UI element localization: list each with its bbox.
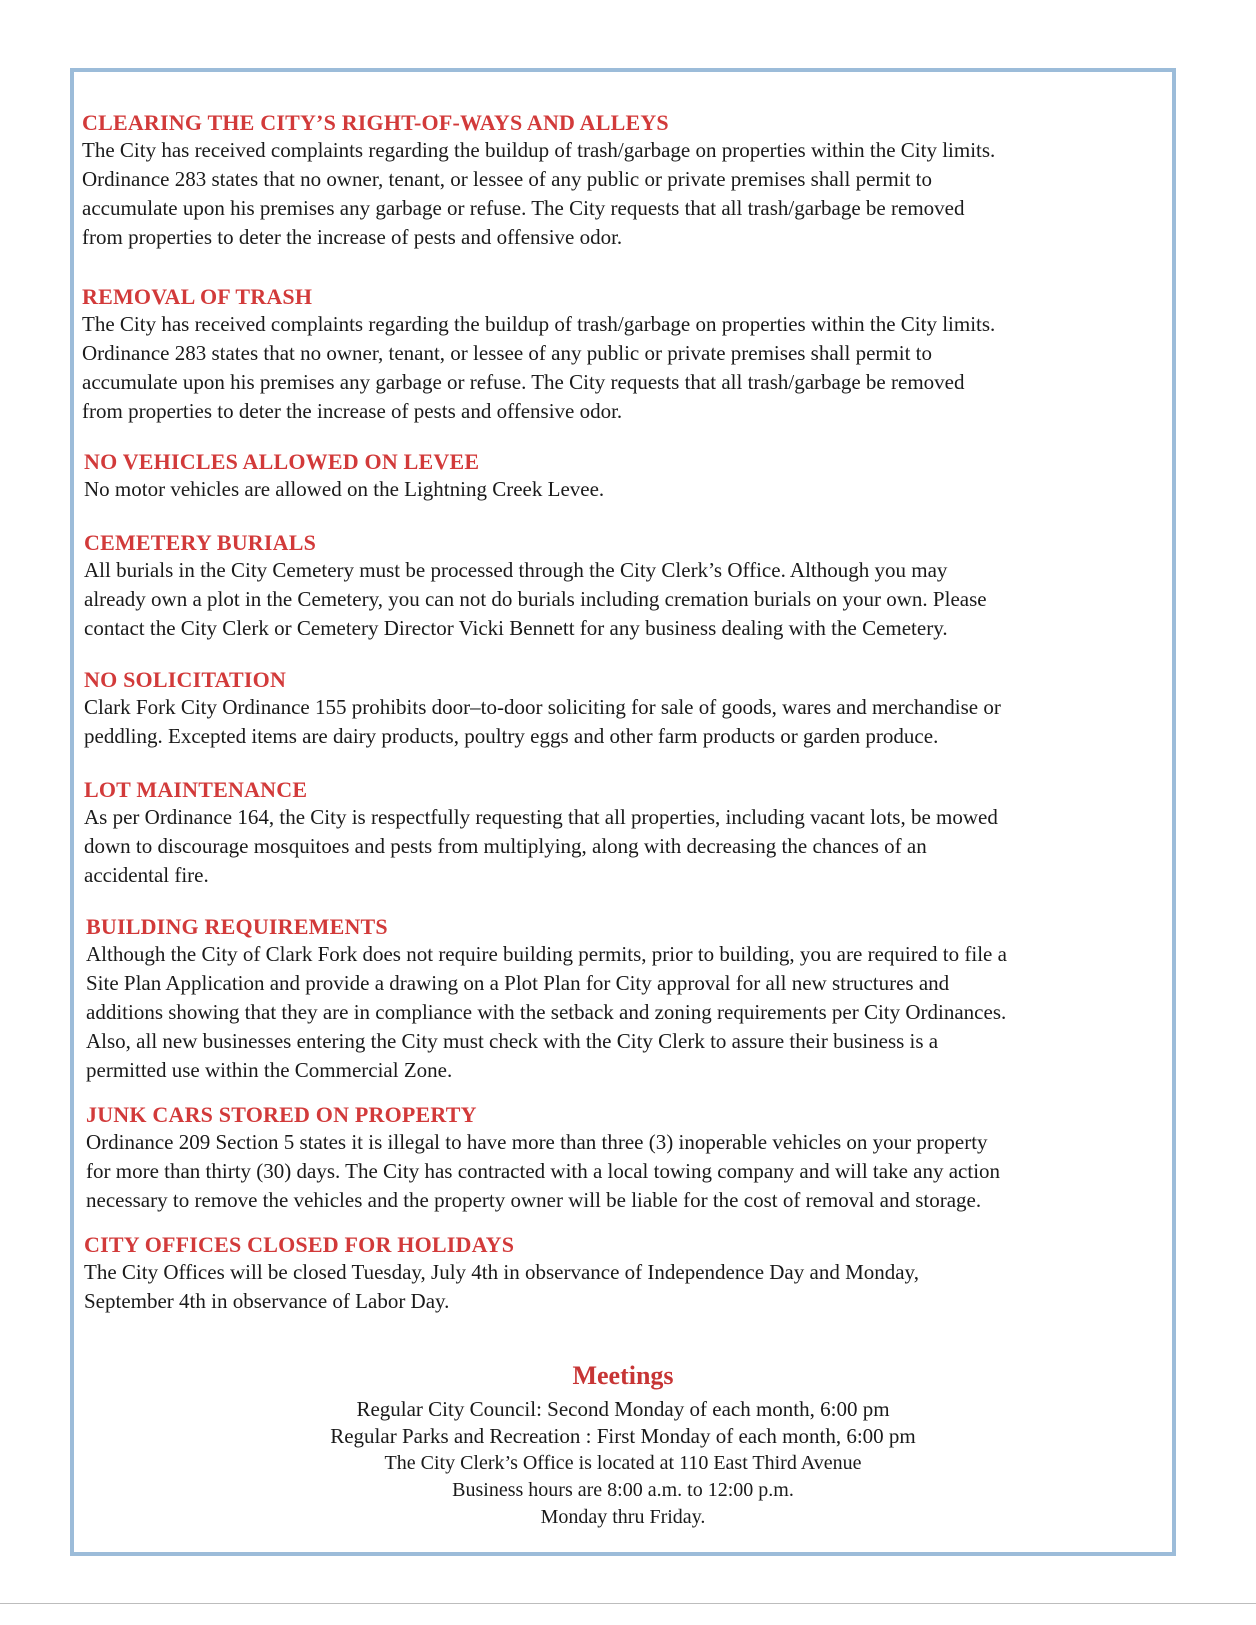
notice-frame [70,68,1176,1556]
section-title: CLEARING THE CITY’S RIGHT-OF-WAYS AND ALLEYS [82,110,669,135]
section-line: accidental fire. [84,863,209,887]
section-holidays [84,1232,1172,1316]
section-right-of-ways [82,110,1172,252]
section-line: necessary to remove the vehicles and the property owner will be liable for the cost of removal and storage. [86,1188,982,1212]
section-title: BUILDING REQUIREMENTS [86,914,388,939]
section-title: REMOVAL OF TRASH [82,284,313,309]
business-days: Monday thru Friday. [540,1506,706,1528]
section-title: JUNK CARS STORED ON PROPERTY [86,1102,477,1127]
section-building-requirements [86,914,1172,1085]
section-title: CEMETERY BURIALS [84,530,317,555]
section-line: Ordinance 283 states that no owner, tenant, or lessee of any public or private premises shall permit to [82,341,932,365]
meetings-block [74,1360,1172,1531]
section-line: for more than thirty (30) days. The City has contracted with a local towing company and will take any action [86,1159,1001,1183]
section-line: Clark Fork City Ordinance 155 prohibits door–to-door soliciting for sale of goods, wares and merchandise or [84,695,1001,719]
meetings-title: Meetings [572,1361,674,1390]
section-line: The City has received complaints regarding the buildup of trash/garbage on properties within the City limits. [82,138,996,162]
section-line: As per Ordinance 164, the City is respectfully requesting that all properties, including vacant lots, be mowed [84,805,998,829]
business-hours: Business hours are 8:00 a.m. to 12:00 p.m. [452,1479,794,1501]
section-title: NO SOLICITATION [84,667,287,692]
section-line: additions showing that they are in compliance with the setback and zoning requirements per City Ordinances. [86,1000,1007,1024]
section-line: permitted use within the Commercial Zone. [86,1058,453,1082]
section-line: Also, all new businesses entering the City must check with the City Clerk to assure their business is a [86,1029,939,1053]
section-line: from properties to deter the increase of pests and offensive odor. [82,399,623,423]
section-line: Ordinance 283 states that no owner, tenant, or lessee of any public or private premises shall permit to [82,167,932,191]
section-line: September 4th in observance of Labor Day. [84,1289,450,1313]
section-line: All burials in the City Cemetery must be processed through the City Clerk’s Office. Although you may [84,558,948,582]
section-junk-cars [86,1102,1172,1215]
section-line: contact the City Clerk or Cemetery Director Vicki Bennett for any business dealing with the Cemetery. [84,616,948,640]
section-no-solicitation [84,667,1172,751]
section-line: already own a plot in the Cemetery, you can not do burials including cremation burials on your own. Please [84,587,987,611]
office-location: The City Clerk’s Office is located at 110 East Third Avenue [384,1452,862,1474]
page-bottom-rule [0,1603,1256,1604]
section-line: down to discourage mosquitoes and pests from multiplying, along with decreasing the chances of an [84,834,927,858]
section-title: LOT MAINTENANCE [84,777,308,802]
section-removal-of-trash [82,284,1172,426]
section-line: Ordinance 209 Section 5 states it is illegal to have more than three (3) inoperable vehicles on your property [86,1130,988,1154]
section-lot-maintenance [84,777,1172,890]
section-line: from properties to deter the increase of pests and offensive odor. [82,225,623,249]
section-title: NO VEHICLES ALLOWED ON LEVEE [84,449,480,474]
section-line: Although the City of Clark Fork does not require building permits, prior to building, you are required to file a [86,942,1007,966]
meeting-city-council: Regular City Council: Second Monday of each month, 6:00 pm [356,1397,890,1421]
meeting-parks-recreation: Regular Parks and Recreation : First Monday of each month, 6:00 pm [330,1424,916,1448]
section-cemetery-burials [84,530,1172,643]
section-line: No motor vehicles are allowed on the Lightning Creek Levee. [84,477,605,501]
section-line: The City has received complaints regarding the buildup of trash/garbage on properties within the City limits. [82,312,996,336]
section-line: accumulate upon his premises any garbage or refuse. The City requests that all trash/garbage be removed [82,196,965,220]
section-line: Site Plan Application and provide a drawing on a Plot Plan for City approval for all new structures and [86,971,950,995]
section-line: peddling. Excepted items are dairy products, poultry eggs and other farm products or garden produce. [84,724,939,748]
section-line: accumulate upon his premises any garbage or refuse. The City requests that all trash/garbage be removed [82,370,965,394]
section-no-vehicles-levee [84,449,1172,504]
section-title: CITY OFFICES CLOSED FOR HOLIDAYS [84,1232,515,1257]
section-line: The City Offices will be closed Tuesday, July 4th in observance of Independence Day and Monday, [84,1260,919,1284]
